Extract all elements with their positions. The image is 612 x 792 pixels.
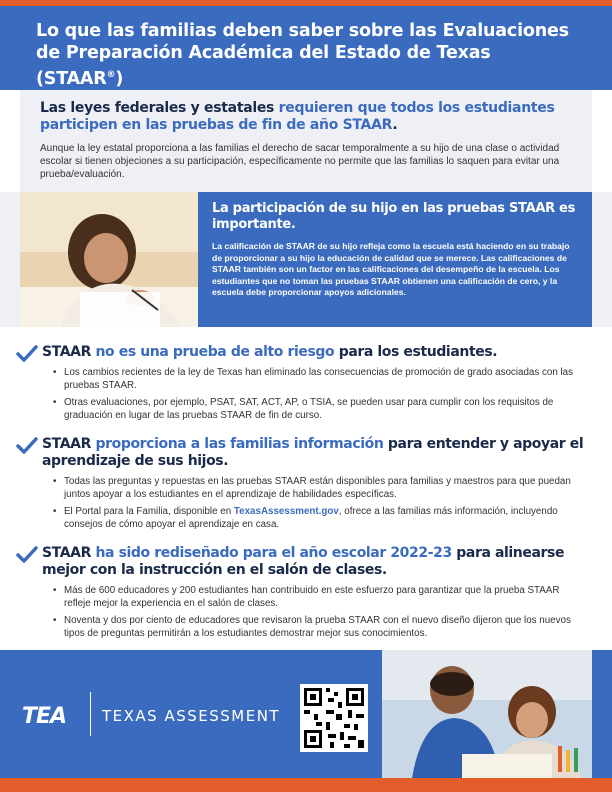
laws-body: Aunque la ley estatal proporciona a las familias el derecho de sacar temporalmente a su hijo de una clase o actividad escolar si tienen objeciones a su participación, específicamente no permite que las familias lo saquen para evitar una prueba/evaluación. (40, 143, 560, 180)
accent-bar (0, 778, 612, 792)
high-stakes-heading: STAAR no es una prueba de alto riesgo para los estudiantes. (42, 344, 498, 360)
logo-divider (90, 692, 91, 736)
page-header (0, 0, 612, 90)
checkmark-icon (16, 436, 38, 456)
family-information-heading: STAAR proporciona a las familias información para entender y apoyar el aprendizaje de sus hijos. (42, 436, 584, 469)
laws-heading: Las leyes federales y estatales requieren que todos los estudiantes participen en las pruebas de fin de año STAAR. (40, 100, 555, 133)
redesign-section (16, 545, 606, 645)
list-item: • Otras evaluaciones, por ejemplo, PSAT, SAT, ACT, AP, o TSIA, se pueden usar para cumplir con los requisitos de graduación en lugar de las pruebas STAAR de fin de curso. (64, 397, 606, 422)
page-title: Lo que las familias deben saber sobre las Evaluaciones de Preparación Académica del Estado de Texas (STAAR®) (36, 21, 569, 89)
student-writing-photo (20, 192, 198, 327)
list-item: • Noventa y dos por ciento de educadores que revisaron la prueba STAAR con el nuevo diseño dijeron que los nuevos tipos de preguntas permitirán a los estudiantes demostrar mejor sus conocimientos. (64, 615, 606, 640)
laws-section (20, 90, 592, 192)
texas-assessment-logo: TEXAS ASSESSMENT (102, 707, 281, 725)
redesign-list (64, 585, 606, 640)
family-information-list (64, 476, 606, 531)
list-item: • El Portal para la Familia, disponible en TexasAssessment.gov, ofrece a las familias más información, incluyendo consejos de cómo apoyar el aprendizaje en casa. (64, 506, 606, 531)
page-footer (0, 650, 612, 792)
list-item: • Los cambios recientes de la ley de Texas han eliminado las consecuencias de promoción de grado asociadas con las pruebas STAAR. (64, 367, 606, 392)
tea-logo: TEA (22, 704, 67, 729)
registered-mark: ® (106, 70, 116, 80)
family-information-section (16, 436, 606, 536)
checkmark-icon (16, 344, 38, 364)
participation-section (0, 192, 612, 327)
texas-assessment-link[interactable]: TexasAssessment.gov (233, 506, 339, 518)
list-item: • Todas las preguntas y repuestas en las pruebas STAAR están disponibles para familias y maestros para que puedan juntos apoyar a los estudiantes en el aprendizaje de habilidades específicas. (64, 476, 606, 501)
participation-callout (198, 192, 592, 327)
redesign-heading: STAAR ha sido rediseñado para el año escolar 2022-23 para alinearse mejor con la instrucción en el salón de clases. (42, 545, 565, 578)
parent-child-photo (382, 650, 592, 778)
participation-heading: La participación de su hijo en las pruebas STAAR es importante. (212, 201, 576, 232)
qr-code[interactable] (300, 684, 368, 752)
high-stakes-list (64, 367, 606, 422)
checkmark-icon (16, 545, 38, 565)
high-stakes-section (16, 344, 606, 427)
participation-body: La calificación de STAAR de su hijo refleja como la escuela está haciendo en su trabajo de proporcionar a su hijo la educación de calidad que se merece. Las calificaciones de STAAR también son un factor en las calificaciones del desempeño de la escuela. Los estudiantes que no toman las pruebas STAAR obtienen una calificación de cero, y la escuela debe proporcionar apoyos adicionales. (212, 241, 570, 298)
list-item: • Más de 600 educadores y 200 estudiantes han contribuido en este esfuerzo para garantizar que la prueba STAAR refleje mejor la experiencia en el salón de clases. (64, 585, 606, 610)
